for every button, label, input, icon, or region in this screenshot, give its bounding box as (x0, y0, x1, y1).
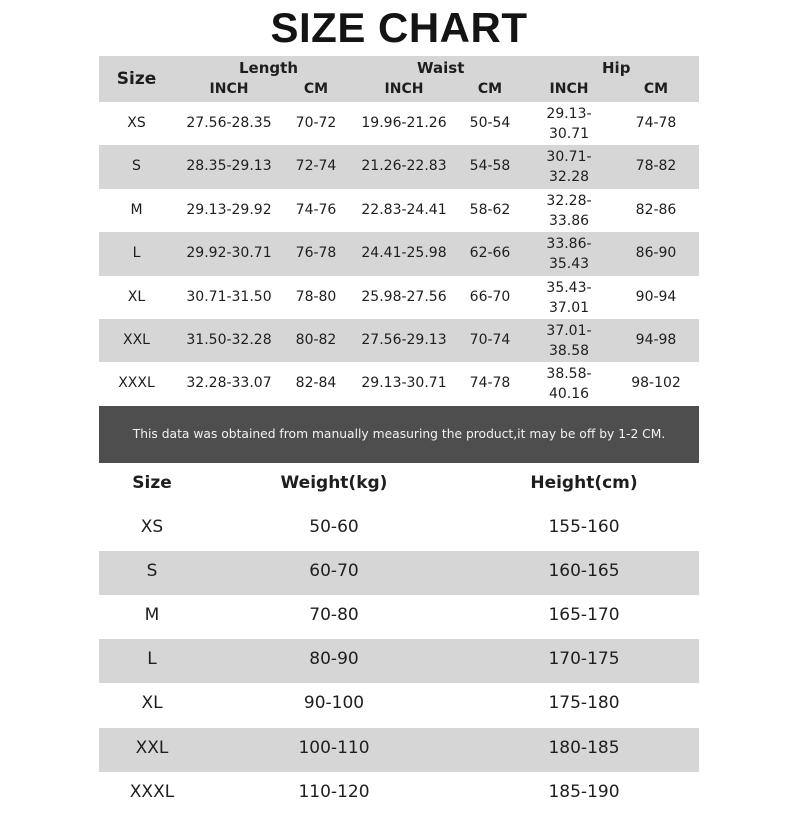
table-row (99, 551, 699, 595)
weight-cell: 70-80 (309, 605, 359, 626)
table-row (99, 102, 699, 145)
weight-cell: 90-100 (303, 693, 365, 714)
table-row (99, 145, 699, 188)
waist-inch-cell: 19.96-21.26 (361, 115, 447, 131)
length-cm-cell: 80-82 (295, 331, 337, 348)
table-row (99, 639, 699, 683)
hip-inch-line-1: 30.71- (546, 149, 592, 166)
measurement-note: This data was obtained from manually measuring the product,it may be off by 1-2 CM. (99, 406, 699, 463)
length-inch-cell: 28.35-29.13 (186, 158, 272, 175)
measurement-table-header (99, 56, 699, 102)
waist-cm-cell: 74-78 (469, 375, 511, 392)
measurement-table-body (99, 102, 699, 406)
size-cell: XXL (135, 737, 169, 758)
waist-cm-cell: 62-66 (469, 245, 511, 262)
hip-inch-line-2: 37.01 (548, 299, 590, 316)
hip-cm-cell: 94-98 (635, 331, 677, 348)
header-hip: Hip (602, 59, 631, 77)
size-cell: M (130, 201, 143, 218)
length-inch-cell: 32.28-33.07 (186, 375, 272, 392)
table-row (99, 362, 699, 405)
hip-inch-line-1: 35.43- (546, 279, 592, 296)
waist-cm-cell: 66-70 (469, 288, 511, 305)
length-inch-cell: 31.50-32.28 (186, 331, 272, 348)
waist-cm-cell: 50-54 (469, 115, 511, 131)
hip-inch-cell (539, 278, 599, 318)
hip-inch-cell (539, 191, 599, 231)
table-row (99, 772, 699, 816)
hip-inch-line-2: 33.86 (548, 212, 590, 229)
waist-inch-cell: 21.26-22.83 (361, 158, 447, 175)
table-row (99, 319, 699, 362)
size-cell: XL (127, 288, 146, 305)
height-cell: 170-175 (548, 649, 620, 670)
hip-inch-line-2: 38.58 (548, 342, 590, 359)
length-inch-cell: 30.71-31.50 (186, 288, 272, 305)
hip-inch-line-2: 35.43 (548, 256, 590, 273)
weight-cell: 60-70 (309, 561, 359, 582)
hip-inch-line-1: 33.86- (546, 236, 592, 253)
table-row (99, 232, 699, 275)
length-inch-cell: 27.56-28.35 (186, 115, 272, 131)
weight-cell: 100-110 (298, 737, 370, 758)
height-cell: 175-180 (548, 693, 620, 714)
header-length: Length (239, 59, 298, 77)
table-row (99, 507, 699, 551)
subheader-length-inch: INCH (209, 81, 249, 97)
hip-inch-line-2: 40.16 (548, 386, 590, 403)
hip-cm-cell: 74-78 (635, 115, 677, 131)
header-size: Size (116, 69, 157, 89)
waist-inch-cell: 27.56-29.13 (361, 331, 447, 348)
hip-cm-cell: 86-90 (635, 245, 677, 262)
table-row (99, 189, 699, 232)
weight-cell: 110-120 (298, 781, 370, 802)
size-cell: L (132, 245, 141, 262)
table-row (99, 276, 699, 319)
hip-inch-cell (539, 104, 599, 144)
height-cell: 180-185 (548, 737, 620, 758)
length-cm-cell: 82-84 (295, 375, 337, 392)
height-cell: 160-165 (548, 561, 620, 582)
height-cell: 165-170 (548, 605, 620, 626)
subheader-waist-inch: INCH (384, 81, 424, 97)
subheader-waist-cm: CM (477, 81, 503, 97)
table-row (99, 728, 699, 772)
hip-inch-line-2: 30.71 (548, 126, 590, 142)
length-cm-cell: 76-78 (295, 245, 337, 262)
length-cm-cell: 78-80 (295, 288, 337, 305)
header-height: Height(cm) (530, 473, 638, 493)
measurement-table (99, 56, 699, 406)
hip-cm-cell: 78-82 (635, 158, 677, 175)
waist-cm-cell: 58-62 (469, 201, 511, 218)
hip-inch-line-1: 32.28- (546, 192, 592, 209)
size-cell: S (146, 561, 158, 582)
size-cell: XXL (123, 331, 150, 348)
hip-cm-cell: 82-86 (635, 201, 677, 218)
hip-inch-cell (539, 321, 599, 361)
waist-inch-cell: 25.98-27.56 (361, 288, 447, 305)
length-cm-cell: 72-74 (295, 158, 337, 175)
hip-inch-line-2: 32.28 (548, 169, 590, 186)
table-row (99, 683, 699, 727)
hip-inch-line-1: 38.58- (546, 366, 592, 383)
size-cell: S (132, 158, 141, 175)
table-row (99, 595, 699, 639)
hip-inch-cell (539, 364, 599, 404)
hip-cm-cell: 90-94 (635, 288, 677, 305)
hip-inch-cell (539, 147, 599, 187)
size-cell: XXXL (129, 781, 175, 802)
header-weight: Weight(kg) (280, 473, 388, 493)
height-cell: 185-190 (548, 781, 620, 802)
subheader-hip-inch: INCH (549, 81, 589, 97)
length-cm-cell: 70-72 (295, 115, 337, 131)
weight-cell: 50-60 (309, 517, 359, 538)
length-inch-cell: 29.13-29.92 (186, 201, 272, 218)
size-cell: L (147, 649, 157, 670)
hip-cm-cell: 98-102 (631, 375, 681, 392)
size-cell: XS (127, 115, 146, 131)
fit-table (99, 463, 699, 816)
waist-inch-cell: 22.83-24.41 (361, 201, 447, 218)
waist-inch-cell: 29.13-30.71 (361, 375, 447, 392)
hip-inch-line-1: 37.01- (546, 322, 592, 339)
hip-inch-line-1: 29.13- (546, 106, 592, 122)
subheader-length-cm: CM (303, 81, 329, 97)
waist-cm-cell: 54-58 (469, 158, 511, 175)
height-cell: 155-160 (548, 517, 620, 538)
waist-cm-cell: 70-74 (469, 331, 511, 348)
length-cm-cell: 74-76 (295, 201, 337, 218)
weight-cell: 80-90 (309, 649, 359, 670)
waist-inch-cell: 24.41-25.98 (361, 245, 447, 262)
size-chart (99, 0, 699, 800)
fit-table-body (99, 507, 699, 816)
header-waist: Waist (417, 59, 465, 77)
hip-inch-cell (539, 234, 599, 274)
page-title: SIZE CHART (270, 4, 528, 51)
subheader-hip-cm: CM (643, 81, 669, 97)
size-cell: XXXL (118, 375, 155, 392)
size-cell: XL (141, 693, 163, 714)
header-size: Size (132, 473, 172, 493)
fit-table-header (99, 463, 699, 507)
size-cell: M (144, 605, 160, 626)
length-inch-cell: 29.92-30.71 (186, 245, 272, 262)
size-cell: XS (140, 517, 164, 538)
